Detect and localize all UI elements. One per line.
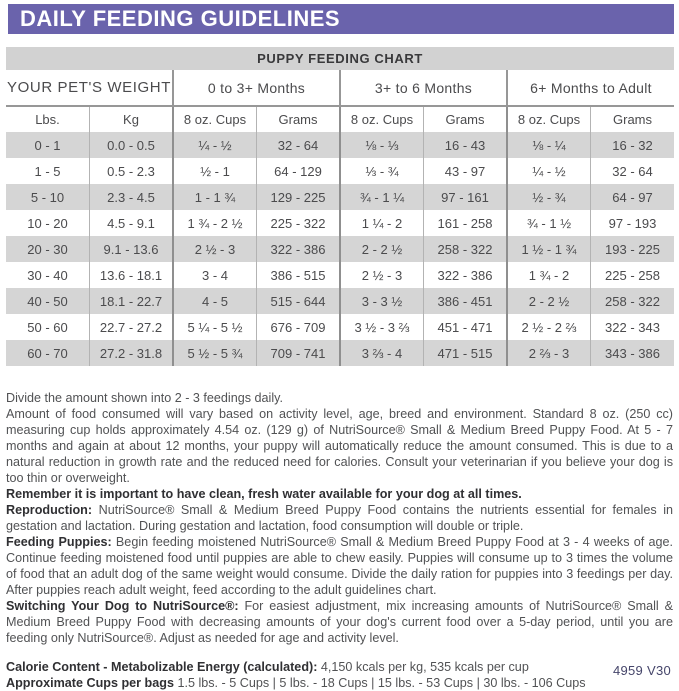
chart-title: PUPPY FEEDING CHART: [6, 47, 674, 70]
table-cell: ¾ - 1 ½: [507, 210, 591, 236]
table-cell: 193 - 225: [591, 236, 675, 262]
table-cell: ⅛ - ⅓: [340, 132, 424, 158]
table-cell: 515 - 644: [257, 288, 341, 314]
table-cell: 0.5 - 2.3: [90, 158, 174, 184]
table-row: [6, 236, 674, 262]
table-cell: 225 - 258: [591, 262, 675, 288]
table-cell: 27.2 - 31.8: [90, 340, 174, 366]
table-cell: 5 ¼ - 5 ½: [173, 314, 257, 340]
page-title: DAILY FEEDING GUIDELINES: [20, 6, 341, 31]
table-cell: 451 - 471: [424, 314, 508, 340]
table-row: [6, 210, 674, 236]
cups-per-bag-line: [6, 675, 673, 691]
note-amount-varies: [6, 406, 673, 486]
table-cell: 9.1 - 13.6: [90, 236, 174, 262]
table-row: [6, 132, 674, 158]
header-kg: Kg: [90, 106, 174, 132]
note-feeding-puppies: [6, 534, 673, 598]
table-cell: 3 - 4: [173, 262, 257, 288]
table-cell: 10 - 20: [27, 215, 68, 231]
table-cell: 129 - 225: [257, 184, 341, 210]
table-cell: 32 - 64: [591, 158, 675, 184]
table-cell: 18.1 - 22.7: [90, 288, 174, 314]
title-band: [8, 4, 674, 34]
header-0-3-months: 0 to 3+ Months: [173, 70, 340, 106]
table-cell: 40 - 50: [27, 293, 68, 309]
table-cell: 13.6 - 18.1: [90, 262, 174, 288]
note-reproduction: [6, 502, 673, 534]
table-cell: ¾ - 1 ¼: [340, 184, 424, 210]
cups-per-bag-label: Approximate Cups per bags: [6, 676, 174, 690]
footer-info: [6, 659, 673, 691]
table-cell: 1 ¼ - 2: [340, 210, 424, 236]
feeding-notes: [6, 390, 673, 646]
note-lead: Feeding Puppies:: [6, 535, 112, 549]
table-cell: 50 - 60: [27, 319, 68, 335]
header-pet-weight: YOUR PET'S WEIGHT: [6, 70, 173, 106]
header-cups-1: 8 oz. Cups: [173, 106, 257, 132]
note-text: For easiest adjustment, mix increasing amounts of NutriSource® Small & Medium Breed Puppy Food with decreasing amounts of your dog's current food over a 5-day period, until you are feeding only NutriSource®. Adjust as needed for age and activity level.: [6, 599, 674, 645]
table-cell: 343 - 386: [591, 340, 675, 366]
table-cell: 225 - 322: [257, 210, 341, 236]
table-row: [6, 158, 674, 184]
table-cell: 97 - 161: [424, 184, 508, 210]
note-switching: [6, 598, 673, 646]
calorie-content-line: [6, 659, 673, 675]
table-cell: 2 ½ - 2 ⅔: [507, 314, 591, 340]
table-cell: 30 - 40: [27, 267, 68, 283]
table-cell: ⅛ - ¼: [507, 132, 591, 158]
chart-title-row: [6, 47, 674, 70]
note-text: Divide the amount shown into 2 - 3 feedings daily.: [6, 391, 283, 405]
note-lead: Remember it is important to have clean, fresh water available for your dog at all times.: [6, 487, 522, 501]
table-cell: 60 - 70: [27, 345, 68, 361]
table-cell: ¼ - ½: [507, 158, 591, 184]
calorie-content-value: 4,150 kcals per kg, 535 kcals per cup: [317, 660, 529, 674]
document-code: 4959 V30: [612, 663, 671, 678]
header-cups-2: 8 oz. Cups: [340, 106, 424, 132]
table-cell: 2 - 2 ½: [507, 288, 591, 314]
table-cell: 5 - 10: [30, 189, 65, 205]
table-cell: 322 - 343: [591, 314, 675, 340]
table-cell: 3 ½ - 3 ⅔: [340, 314, 424, 340]
header-lbs: Lbs.: [6, 106, 90, 132]
header-grams-3: Grams: [591, 106, 675, 132]
table-cell: 1 ¾ - 2: [507, 262, 591, 288]
header-grams-2: Grams: [424, 106, 508, 132]
unit-header-row: [6, 106, 674, 132]
age-group-header-row: [6, 70, 674, 106]
table-cell: 22.7 - 27.2: [90, 314, 174, 340]
table-cell: 2 - 2 ½: [340, 236, 424, 262]
table-row: [6, 184, 674, 210]
table-cell: 2 ⅔ - 3: [507, 340, 591, 366]
note-divide-feedings: [6, 390, 673, 406]
table-cell: 64 - 97: [591, 184, 675, 210]
table-cell: 1 ¾ - 2 ½: [173, 210, 257, 236]
table-row: [6, 340, 674, 366]
table-cell: 258 - 322: [424, 236, 508, 262]
table-cell: 471 - 515: [424, 340, 508, 366]
note-text: Begin feeding moistened NutriSource® Small & Medium Breed Puppy Food at 3 - 4 weeks of age. Continue feeding moistened food until puppies are able to chew easily. Puppies will consume up to 3 times the volume of food that an adult dog of the same weight would consume. Divide the daily ration for puppies into 3 feedings per day. After puppies reach adult weight, feed according to the adult guidelines chart.: [6, 535, 673, 597]
table-cell: 5 ½ - 5 ¾: [173, 340, 257, 366]
table-row: [6, 262, 674, 288]
table-cell: 4 - 5: [173, 288, 257, 314]
note-text: Amount of food consumed will vary based on activity level, age, breed and environment. Standard 8 oz. (250 cc) measuring cup holds approximately 4.54 oz. (129 g) of NutriSource® Small & Medium Breed Puppy Food. At 5 - 7 months and again at about 12 months, your puppy will automatically reduce the amount consumed. This is due to a natural reduction in growth rate and the reduced need for calories. Consult your veterinarian if you believe your dog is too thin or overweight.: [6, 407, 673, 485]
note-lead: Reproduction:: [6, 503, 93, 517]
table-row: [6, 288, 674, 314]
header-grams-1: Grams: [257, 106, 341, 132]
header-3-6-months: 3+ to 6 Months: [340, 70, 507, 106]
header-6-adult: 6+ Months to Adult: [507, 70, 674, 106]
table-cell: 16 - 43: [424, 132, 508, 158]
table-cell: 676 - 709: [257, 314, 341, 340]
table-cell: 43 - 97: [424, 158, 508, 184]
table-cell: 20 - 30: [27, 241, 68, 257]
table-cell: 161 - 258: [424, 210, 508, 236]
table-cell: ¼ - ½: [173, 132, 257, 158]
table-cell: 2.3 - 4.5: [90, 184, 174, 210]
table-cell: 258 - 322: [591, 288, 675, 314]
puppy-feeding-chart-table: [6, 47, 674, 366]
table-cell: 4.5 - 9.1: [90, 210, 174, 236]
table-cell: 16 - 32: [591, 132, 675, 158]
table-cell: 3 - 3 ½: [340, 288, 424, 314]
table-cell: ½ - 1: [173, 158, 257, 184]
note-text: NutriSource® Small & Medium Breed Puppy Food contains the nutrients essential for females in gestation and lactation. During gestation and lactation, food consumption will double or triple.: [6, 503, 673, 533]
table-cell: 2 ½ - 3: [173, 236, 257, 262]
table-cell: 322 - 386: [424, 262, 508, 288]
table-cell: 0.0 - 0.5: [90, 132, 174, 158]
table-cell: ½ - ¾: [507, 184, 591, 210]
header-cups-3: 8 oz. Cups: [507, 106, 591, 132]
table-cell: 97 - 193: [591, 210, 675, 236]
table-cell: 386 - 451: [424, 288, 508, 314]
table-cell: 1 - 5: [34, 163, 61, 179]
table-cell: 32 - 64: [257, 132, 341, 158]
calorie-content-label: Calorie Content - Metabolizable Energy (calculated):: [6, 660, 318, 674]
table-cell: 64 - 129: [257, 158, 341, 184]
table-row: [6, 314, 674, 340]
table-cell: 709 - 741: [257, 340, 341, 366]
note-lead: Switching Your Dog to NutriSource®:: [6, 599, 239, 613]
table-cell: 3 ⅔ - 4: [340, 340, 424, 366]
cups-per-bag-value: 1.5 lbs. - 5 Cups | 5 lbs. - 18 Cups | 15 lbs. - 53 Cups | 30 lbs. - 106 Cups: [173, 676, 586, 690]
table-cell: 1 ½ - 1 ¾: [507, 236, 591, 262]
note-fresh-water: [6, 486, 673, 502]
table-cell: ⅓ - ¾: [340, 158, 424, 184]
table-cell: 322 - 386: [257, 236, 341, 262]
table-cell: 0 - 1: [34, 137, 61, 153]
table-cell: 2 ½ - 3: [340, 262, 424, 288]
table-cell: 1 - 1 ¾: [173, 184, 257, 210]
table-cell: 386 - 515: [257, 262, 341, 288]
